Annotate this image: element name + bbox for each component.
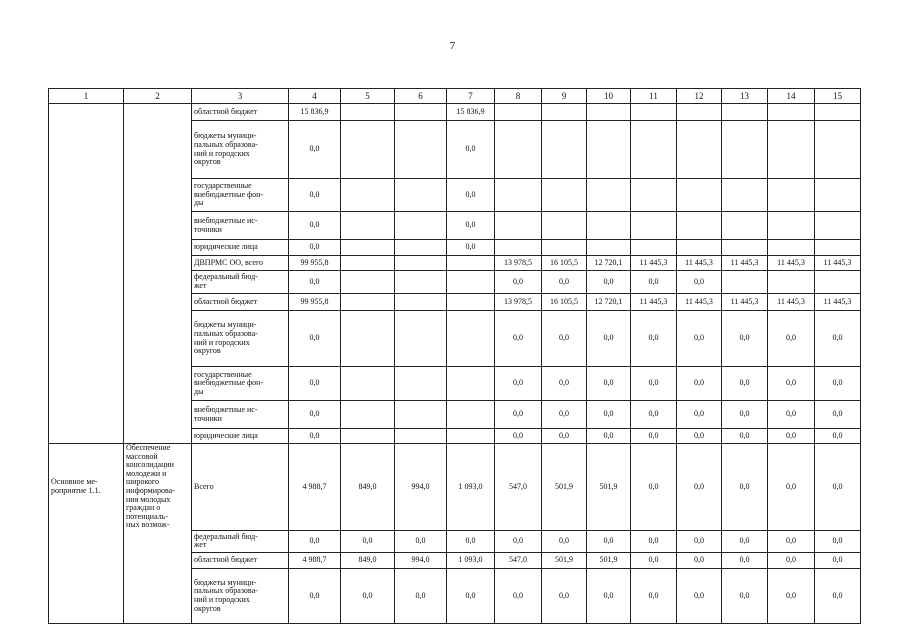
funding-source-cell: юридические лица xyxy=(192,240,289,256)
value-cell: 0,0 xyxy=(447,530,495,552)
value-cell: 0,0 xyxy=(677,271,722,294)
value-cell xyxy=(815,179,861,212)
value-cell: 11 445,3 xyxy=(768,294,815,311)
value-cell xyxy=(341,121,395,179)
table-row xyxy=(49,240,861,256)
value-cell: 12 720,1 xyxy=(587,256,631,271)
value-cell xyxy=(395,311,447,367)
value-cell: 0,0 xyxy=(677,367,722,401)
value-cell: 16 105,5 xyxy=(542,294,587,311)
value-cell xyxy=(677,179,722,212)
value-cell xyxy=(341,271,395,294)
value-cell: 0,0 xyxy=(722,552,768,568)
event-description-cell: Обеспечение массовой консолидации молодежи и широкого информирова- ния молодых граждан о потенциаль- ных возмож- xyxy=(124,444,192,531)
funding-source-cell: внебюджетные ис- точники xyxy=(192,401,289,429)
value-cell: 0,0 xyxy=(289,179,341,212)
value-cell: 501,9 xyxy=(587,444,631,531)
value-cell: 0,0 xyxy=(587,568,631,623)
value-cell xyxy=(341,429,395,444)
value-cell: 11 445,3 xyxy=(768,256,815,271)
value-cell xyxy=(587,212,631,240)
column-header-11: 11 xyxy=(631,89,677,104)
event-description-cell xyxy=(124,552,192,568)
value-cell xyxy=(722,212,768,240)
page-number: 7 xyxy=(449,40,456,52)
event-cell xyxy=(49,552,124,568)
value-cell xyxy=(395,271,447,294)
value-cell xyxy=(341,256,395,271)
value-cell xyxy=(815,240,861,256)
column-header-8: 8 xyxy=(495,89,542,104)
value-cell: 0,0 xyxy=(447,179,495,212)
value-cell: 0,0 xyxy=(289,240,341,256)
event-description-cell xyxy=(124,367,192,401)
value-cell: 11 445,3 xyxy=(677,294,722,311)
table-row xyxy=(49,104,861,121)
value-cell xyxy=(722,104,768,121)
value-cell xyxy=(587,104,631,121)
value-cell xyxy=(631,104,677,121)
value-cell xyxy=(447,367,495,401)
value-cell xyxy=(395,429,447,444)
column-header-12: 12 xyxy=(677,89,722,104)
value-cell xyxy=(341,212,395,240)
table-row xyxy=(49,179,861,212)
value-cell xyxy=(395,367,447,401)
value-cell: 0,0 xyxy=(289,311,341,367)
value-cell: 501,9 xyxy=(542,444,587,531)
event-cell xyxy=(49,311,124,367)
value-cell xyxy=(395,121,447,179)
value-cell xyxy=(631,212,677,240)
event-description-cell xyxy=(124,240,192,256)
value-cell: 4 988,7 xyxy=(289,552,341,568)
value-cell: 994,0 xyxy=(395,552,447,568)
value-cell: 0,0 xyxy=(677,568,722,623)
table-row xyxy=(49,552,861,568)
column-header-5: 5 xyxy=(341,89,395,104)
value-cell xyxy=(768,179,815,212)
column-header-13: 13 xyxy=(722,89,768,104)
value-cell xyxy=(542,212,587,240)
event-cell xyxy=(49,401,124,429)
value-cell: 0,0 xyxy=(631,429,677,444)
value-cell xyxy=(495,212,542,240)
value-cell: 99 955,8 xyxy=(289,256,341,271)
column-header-7: 7 xyxy=(447,89,495,104)
value-cell xyxy=(815,271,861,294)
value-cell: 0,0 xyxy=(722,401,768,429)
value-cell xyxy=(677,121,722,179)
funding-source-cell: бюджеты муници- пальных образова- ний и городских округов xyxy=(192,121,289,179)
column-header-15: 15 xyxy=(815,89,861,104)
value-cell xyxy=(395,294,447,311)
value-cell: 11 445,3 xyxy=(722,294,768,311)
value-cell xyxy=(677,212,722,240)
column-header-2: 2 xyxy=(124,89,192,104)
value-cell: 0,0 xyxy=(542,568,587,623)
value-cell: 0,0 xyxy=(289,367,341,401)
value-cell: 0,0 xyxy=(815,311,861,367)
value-cell: 0,0 xyxy=(631,530,677,552)
value-cell xyxy=(395,256,447,271)
value-cell: 0,0 xyxy=(815,568,861,623)
event-cell xyxy=(49,367,124,401)
value-cell: 0,0 xyxy=(289,429,341,444)
value-cell: 0,0 xyxy=(289,121,341,179)
value-cell: 0,0 xyxy=(495,271,542,294)
value-cell: 0,0 xyxy=(495,568,542,623)
column-header-6: 6 xyxy=(395,89,447,104)
value-cell xyxy=(447,429,495,444)
value-cell: 0,0 xyxy=(722,311,768,367)
value-cell: 11 445,3 xyxy=(677,256,722,271)
column-header-4: 4 xyxy=(289,89,341,104)
value-cell: 11 445,3 xyxy=(631,256,677,271)
value-cell xyxy=(447,271,495,294)
value-cell xyxy=(542,121,587,179)
event-cell xyxy=(49,104,124,121)
value-cell: 0,0 xyxy=(815,367,861,401)
value-cell xyxy=(631,179,677,212)
value-cell xyxy=(587,240,631,256)
value-cell xyxy=(722,121,768,179)
value-cell xyxy=(447,256,495,271)
value-cell: 0,0 xyxy=(542,401,587,429)
table-row xyxy=(49,568,861,623)
value-cell: 994,0 xyxy=(395,444,447,531)
value-cell xyxy=(815,104,861,121)
table-row xyxy=(49,401,861,429)
value-cell: 547,0 xyxy=(495,552,542,568)
value-cell xyxy=(722,179,768,212)
value-cell: 0,0 xyxy=(631,367,677,401)
value-cell: 0,0 xyxy=(677,530,722,552)
value-cell: 0,0 xyxy=(768,401,815,429)
value-cell: 0,0 xyxy=(542,311,587,367)
value-cell: 0,0 xyxy=(768,429,815,444)
value-cell xyxy=(542,179,587,212)
value-cell: 0,0 xyxy=(631,568,677,623)
value-cell: 13 978,5 xyxy=(495,294,542,311)
value-cell: 15 836,9 xyxy=(447,104,495,121)
value-cell xyxy=(768,212,815,240)
value-cell: 0,0 xyxy=(722,429,768,444)
value-cell: 0,0 xyxy=(768,530,815,552)
value-cell xyxy=(395,179,447,212)
event-description-cell xyxy=(124,271,192,294)
value-cell xyxy=(677,240,722,256)
value-cell: 12 720,1 xyxy=(587,294,631,311)
budget-table xyxy=(48,88,861,624)
value-cell xyxy=(542,104,587,121)
value-cell: 4 988,7 xyxy=(289,444,341,531)
table-row xyxy=(49,530,861,552)
funding-source-cell: Всего xyxy=(192,444,289,531)
funding-source-cell: областной бюджет xyxy=(192,552,289,568)
event-cell xyxy=(49,256,124,271)
funding-source-cell: федеральный бюд- жет xyxy=(192,530,289,552)
event-description-cell xyxy=(124,256,192,271)
value-cell xyxy=(495,121,542,179)
table-row xyxy=(49,212,861,240)
value-cell xyxy=(631,121,677,179)
value-cell xyxy=(631,240,677,256)
funding-source-cell: бюджеты муници- пальных образова- ний и городских округов xyxy=(192,568,289,623)
value-cell: 0,0 xyxy=(631,271,677,294)
event-cell xyxy=(49,121,124,179)
value-cell: 0,0 xyxy=(768,311,815,367)
funding-source-cell: федеральный бюд- жет xyxy=(192,271,289,294)
funding-source-cell: областной бюджет xyxy=(192,294,289,311)
value-cell: 0,0 xyxy=(631,311,677,367)
value-cell xyxy=(677,104,722,121)
value-cell: 0,0 xyxy=(289,568,341,623)
value-cell: 0,0 xyxy=(587,311,631,367)
event-cell xyxy=(49,429,124,444)
funding-source-cell: бюджеты муници- пальных образова- ний и городских округов xyxy=(192,311,289,367)
value-cell: 0,0 xyxy=(768,367,815,401)
event-description-cell xyxy=(124,530,192,552)
value-cell: 0,0 xyxy=(542,530,587,552)
value-cell: 0,0 xyxy=(587,401,631,429)
value-cell: 0,0 xyxy=(722,444,768,531)
value-cell xyxy=(542,240,587,256)
value-cell: 0,0 xyxy=(677,401,722,429)
value-cell xyxy=(395,104,447,121)
value-cell: 0,0 xyxy=(542,367,587,401)
value-cell xyxy=(768,271,815,294)
value-cell: 0,0 xyxy=(447,121,495,179)
value-cell: 0,0 xyxy=(768,568,815,623)
value-cell: 0,0 xyxy=(341,530,395,552)
value-cell xyxy=(768,121,815,179)
value-cell: 0,0 xyxy=(542,271,587,294)
value-cell: 0,0 xyxy=(722,367,768,401)
table-row xyxy=(49,367,861,401)
value-cell: 0,0 xyxy=(289,271,341,294)
value-cell: 0,0 xyxy=(447,212,495,240)
value-cell: 0,0 xyxy=(587,271,631,294)
value-cell xyxy=(395,401,447,429)
value-cell: 0,0 xyxy=(341,568,395,623)
value-cell xyxy=(395,240,447,256)
value-cell: 0,0 xyxy=(815,530,861,552)
value-cell: 0,0 xyxy=(631,444,677,531)
value-cell: 11 445,3 xyxy=(815,256,861,271)
event-cell: Основное ме- роприятие 1.1. xyxy=(49,444,124,531)
value-cell: 0,0 xyxy=(631,401,677,429)
value-cell xyxy=(495,240,542,256)
value-cell: 0,0 xyxy=(495,311,542,367)
value-cell: 0,0 xyxy=(289,401,341,429)
value-cell: 0,0 xyxy=(447,568,495,623)
value-cell xyxy=(447,294,495,311)
event-description-cell xyxy=(124,104,192,121)
value-cell: 0,0 xyxy=(768,444,815,531)
event-cell xyxy=(49,271,124,294)
value-cell xyxy=(447,311,495,367)
table-row xyxy=(49,429,861,444)
value-cell: 0,0 xyxy=(815,401,861,429)
event-description-cell xyxy=(124,212,192,240)
value-cell xyxy=(341,367,395,401)
event-description-cell xyxy=(124,568,192,623)
value-cell: 0,0 xyxy=(722,530,768,552)
value-cell: 0,0 xyxy=(495,401,542,429)
value-cell: 0,0 xyxy=(815,444,861,531)
value-cell xyxy=(768,104,815,121)
value-cell: 0,0 xyxy=(395,530,447,552)
value-cell: 849,0 xyxy=(341,552,395,568)
value-cell: 0,0 xyxy=(587,530,631,552)
value-cell: 0,0 xyxy=(289,212,341,240)
table-row xyxy=(49,121,861,179)
value-cell xyxy=(341,179,395,212)
event-cell xyxy=(49,294,124,311)
event-description-cell xyxy=(124,429,192,444)
value-cell: 99 955,8 xyxy=(289,294,341,311)
value-cell: 501,9 xyxy=(542,552,587,568)
column-header-3: 3 xyxy=(192,89,289,104)
value-cell: 0,0 xyxy=(677,429,722,444)
value-cell: 0,0 xyxy=(587,367,631,401)
value-cell: 11 445,3 xyxy=(722,256,768,271)
event-description-cell xyxy=(124,401,192,429)
value-cell xyxy=(341,294,395,311)
value-cell: 13 978,5 xyxy=(495,256,542,271)
funding-source-cell: областной бюджет xyxy=(192,104,289,121)
value-cell: 849,0 xyxy=(341,444,395,531)
funding-source-cell: государственные внебюджетные фон- ды xyxy=(192,367,289,401)
value-cell: 0,0 xyxy=(447,240,495,256)
column-header-10: 10 xyxy=(587,89,631,104)
value-cell xyxy=(587,179,631,212)
value-cell: 0,0 xyxy=(495,429,542,444)
value-cell: 1 093,0 xyxy=(447,552,495,568)
table-row xyxy=(49,271,861,294)
value-cell: 0,0 xyxy=(631,552,677,568)
value-cell: 0,0 xyxy=(542,429,587,444)
event-description-cell xyxy=(124,294,192,311)
value-cell xyxy=(341,311,395,367)
value-cell xyxy=(495,104,542,121)
event-cell xyxy=(49,530,124,552)
value-cell: 0,0 xyxy=(395,568,447,623)
value-cell: 16 105,5 xyxy=(542,256,587,271)
value-cell xyxy=(495,179,542,212)
event-description-cell xyxy=(124,179,192,212)
event-description-cell xyxy=(124,311,192,367)
value-cell: 0,0 xyxy=(289,530,341,552)
value-cell: 11 445,3 xyxy=(815,294,861,311)
value-cell: 547,0 xyxy=(495,444,542,531)
value-cell xyxy=(722,271,768,294)
value-cell: 1 093,0 xyxy=(447,444,495,531)
table-row xyxy=(49,444,861,531)
table-row xyxy=(49,311,861,367)
value-cell: 11 445,3 xyxy=(631,294,677,311)
funding-source-cell: ДВПРМС ОО, всего xyxy=(192,256,289,271)
value-cell: 0,0 xyxy=(495,367,542,401)
value-cell xyxy=(395,212,447,240)
value-cell: 0,0 xyxy=(768,552,815,568)
value-cell xyxy=(815,121,861,179)
funding-source-cell: внебюджетные ис- точники xyxy=(192,212,289,240)
event-description-cell xyxy=(124,121,192,179)
table-row xyxy=(49,256,861,271)
funding-source-cell: юридические лица xyxy=(192,429,289,444)
value-cell xyxy=(341,240,395,256)
value-cell: 0,0 xyxy=(587,429,631,444)
value-cell xyxy=(722,240,768,256)
column-header-9: 9 xyxy=(542,89,587,104)
event-cell xyxy=(49,212,124,240)
value-cell: 0,0 xyxy=(722,568,768,623)
value-cell xyxy=(447,401,495,429)
value-cell xyxy=(341,401,395,429)
table-row xyxy=(49,294,861,311)
column-header-14: 14 xyxy=(768,89,815,104)
event-cell xyxy=(49,179,124,212)
value-cell: 0,0 xyxy=(677,444,722,531)
value-cell: 0,0 xyxy=(677,552,722,568)
value-cell xyxy=(587,121,631,179)
funding-source-cell: государственные внебюджетные фон- ды xyxy=(192,179,289,212)
event-cell xyxy=(49,240,124,256)
value-cell: 0,0 xyxy=(815,429,861,444)
column-header-1: 1 xyxy=(49,89,124,104)
value-cell: 0,0 xyxy=(677,311,722,367)
value-cell xyxy=(768,240,815,256)
value-cell: 15 836,9 xyxy=(289,104,341,121)
event-cell xyxy=(49,568,124,623)
value-cell: 0,0 xyxy=(815,552,861,568)
value-cell: 0,0 xyxy=(495,530,542,552)
value-cell xyxy=(341,104,395,121)
value-cell xyxy=(815,212,861,240)
value-cell: 501,9 xyxy=(587,552,631,568)
column-number-header xyxy=(49,89,861,104)
